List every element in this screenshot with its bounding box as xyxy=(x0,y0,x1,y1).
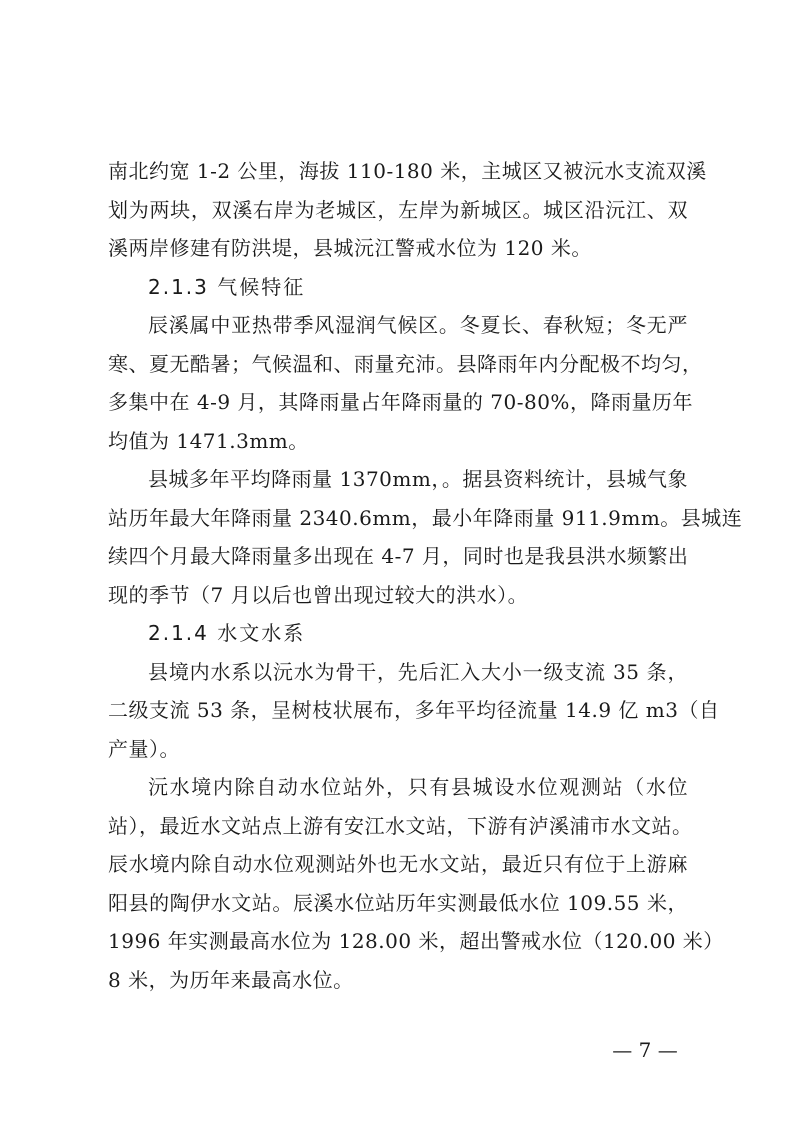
text-line: 县城多年平均降雨量 1370mm，。据县资料统计，县城气象 xyxy=(148,467,688,491)
text-line: 县境内水系以沅水为骨干，先后汇入大小一级支流 35 条， xyxy=(148,659,688,684)
text-line: 沅水境内除自动水位站外，只有县城设水位观测站（水位 xyxy=(148,775,688,799)
text-line: 站历年最大年降雨量 2340.6mm，最小年降雨量 911.9mm。县城连 xyxy=(108,505,743,530)
text-line: 8 米，为历年来最高水位。 xyxy=(108,967,354,992)
text-line: 辰溪属中亚热带季风湿润气候区。冬夏长、春秋短；冬无严 xyxy=(148,313,688,337)
text-line: 续四个月最大降雨量多出现在 4-7 月，同时也是我县洪水频繁出 xyxy=(108,544,689,568)
text-line: 二级支流 53 条，呈树枝状展布，多年平均径流量 14.9 亿 m3（自 xyxy=(108,698,720,722)
text-line: 现的季节（7 月以后也曾出现过较大的洪水）。 xyxy=(108,582,529,607)
text-line: 多集中在 4-9 月，其降雨量占年降雨量的 70-80%，降雨量历年 xyxy=(108,390,693,414)
section-heading: 2.1.4 水文水系 xyxy=(148,621,306,645)
text-line: 站），最近水文站点上游有安江水文站，下游有泸溪浦市水文站。 xyxy=(108,813,693,838)
paragraph xyxy=(108,460,743,614)
text-line: 辰水境内除自动水位观测站外也无水文站，最近只有位于上游麻 xyxy=(108,852,688,876)
section-heading: 2.1.3 气候特征 xyxy=(148,274,306,299)
text-line: 寒、夏无酷暑；气候温和、雨量充沛。县降雨年内分配极不均匀， xyxy=(108,351,703,376)
text-line: 产量）。 xyxy=(108,736,180,761)
paragraph xyxy=(108,768,724,999)
page-number: — 7 — xyxy=(612,1038,678,1062)
text-line: 1996 年实测最高水位为 128.00 米，超出警戒水位（120.00 米） xyxy=(108,929,724,953)
text-line: 划为两块，双溪右岸为老城区，左岸为新城区。城区沿沅江、双 xyxy=(108,197,688,222)
paragraph xyxy=(108,152,707,268)
text-line: 阳县的陶伊水文站。辰溪水位站历年实测最低水位 109.55 米， xyxy=(108,890,688,915)
document-body xyxy=(108,152,743,999)
paragraph xyxy=(108,653,720,769)
text-line: 均值为 1471.3mm。 xyxy=(108,428,309,453)
text-line: 溪两岸修建有防洪堤，县城沅江警戒水位为 120 米。 xyxy=(108,236,592,260)
text-line: 南北约宽 1-2 公里，海拔 110-180 米，主城区又被沅水支流双溪 xyxy=(108,159,707,183)
paragraph xyxy=(108,306,703,460)
